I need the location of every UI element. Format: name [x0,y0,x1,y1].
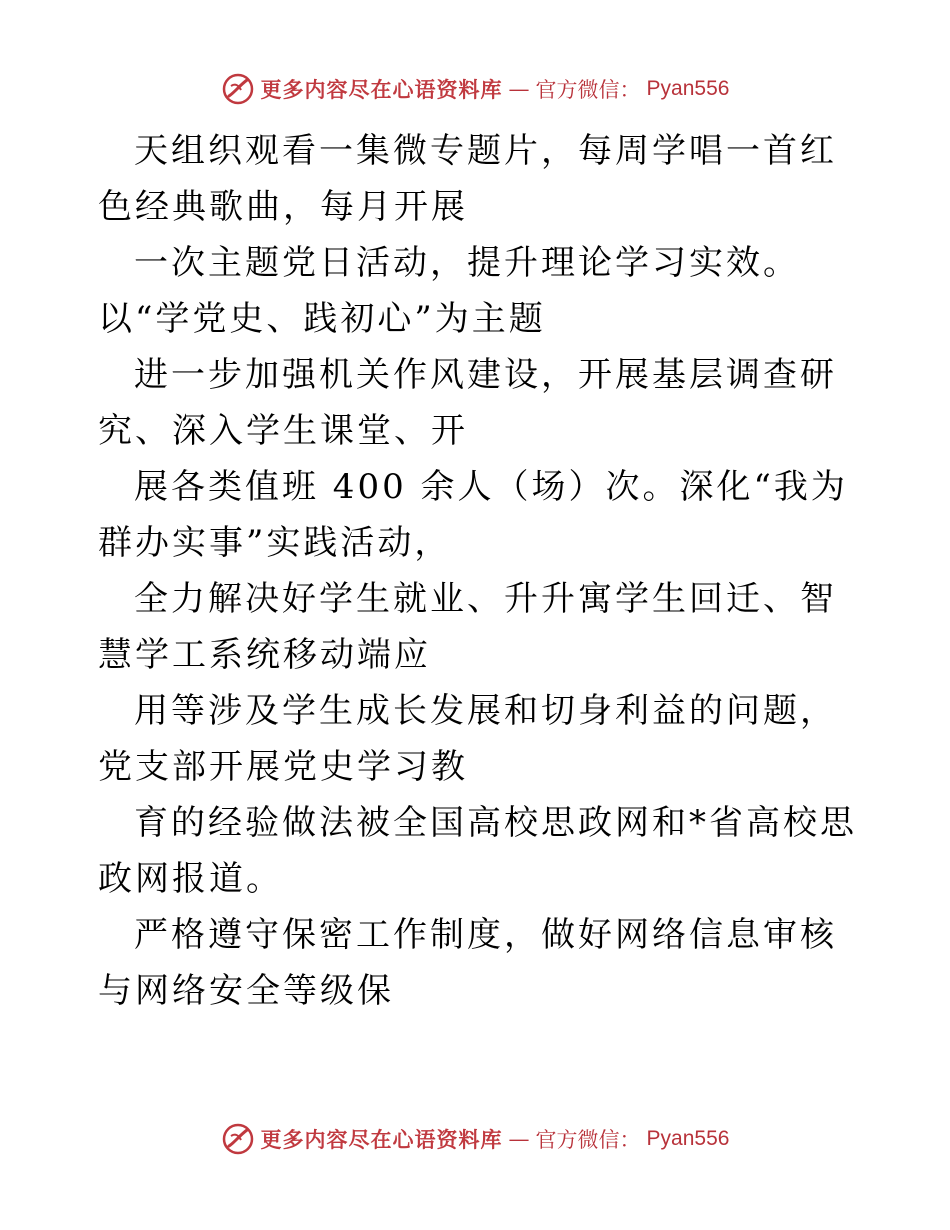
paragraph: 一次主题党日活动，提升理论学习实效。以“学党史、践初心”为主题 [98,243,800,339]
paragraph: 严格遵守保密工作制度，做好网络信息审核与网络安全等级保 [98,915,837,1011]
footer-watermark [0,1122,950,1156]
watermark-wechat-handle: Pyan556 [646,77,730,100]
paragraph: 展各类值班 400 余人（场）次。深化“我为群办实事”实践活动， [98,467,848,563]
paragraph: 进一步加强机关作风建设，开展基层调查研究、深入学生课堂、开 [98,355,837,451]
header-watermark [0,72,950,106]
brush-logo-icon [221,72,255,106]
paragraph: 用等涉及学生成长发展和切身利益的问题，党支部开展党史学习教 [98,691,837,787]
watermark-main-text: 更多内容尽在心语资料库 [260,77,503,102]
watermark-official-label: 官方微信： [535,78,641,102]
watermark-dash: — [508,77,530,101]
paragraph: 天组织观看一集微专题片，每周学唱一首红色经典歌曲，每月开展 [98,131,837,227]
brush-logo-icon [221,1122,255,1156]
watermark-dash: — [508,1127,530,1151]
watermark-official-label: 官方微信： [535,1128,641,1152]
watermark-main-text: 更多内容尽在心语资料库 [260,1127,503,1152]
watermark-wechat-handle: Pyan556 [646,1127,730,1150]
document-body [98,123,858,1019]
paragraph: 育的经验做法被全国高校思政网和*省高校思政网报道。 [98,803,857,899]
paragraph: 全力解决好学生就业、升升寓学生回迁、智慧学工系统移动端应 [98,579,837,675]
